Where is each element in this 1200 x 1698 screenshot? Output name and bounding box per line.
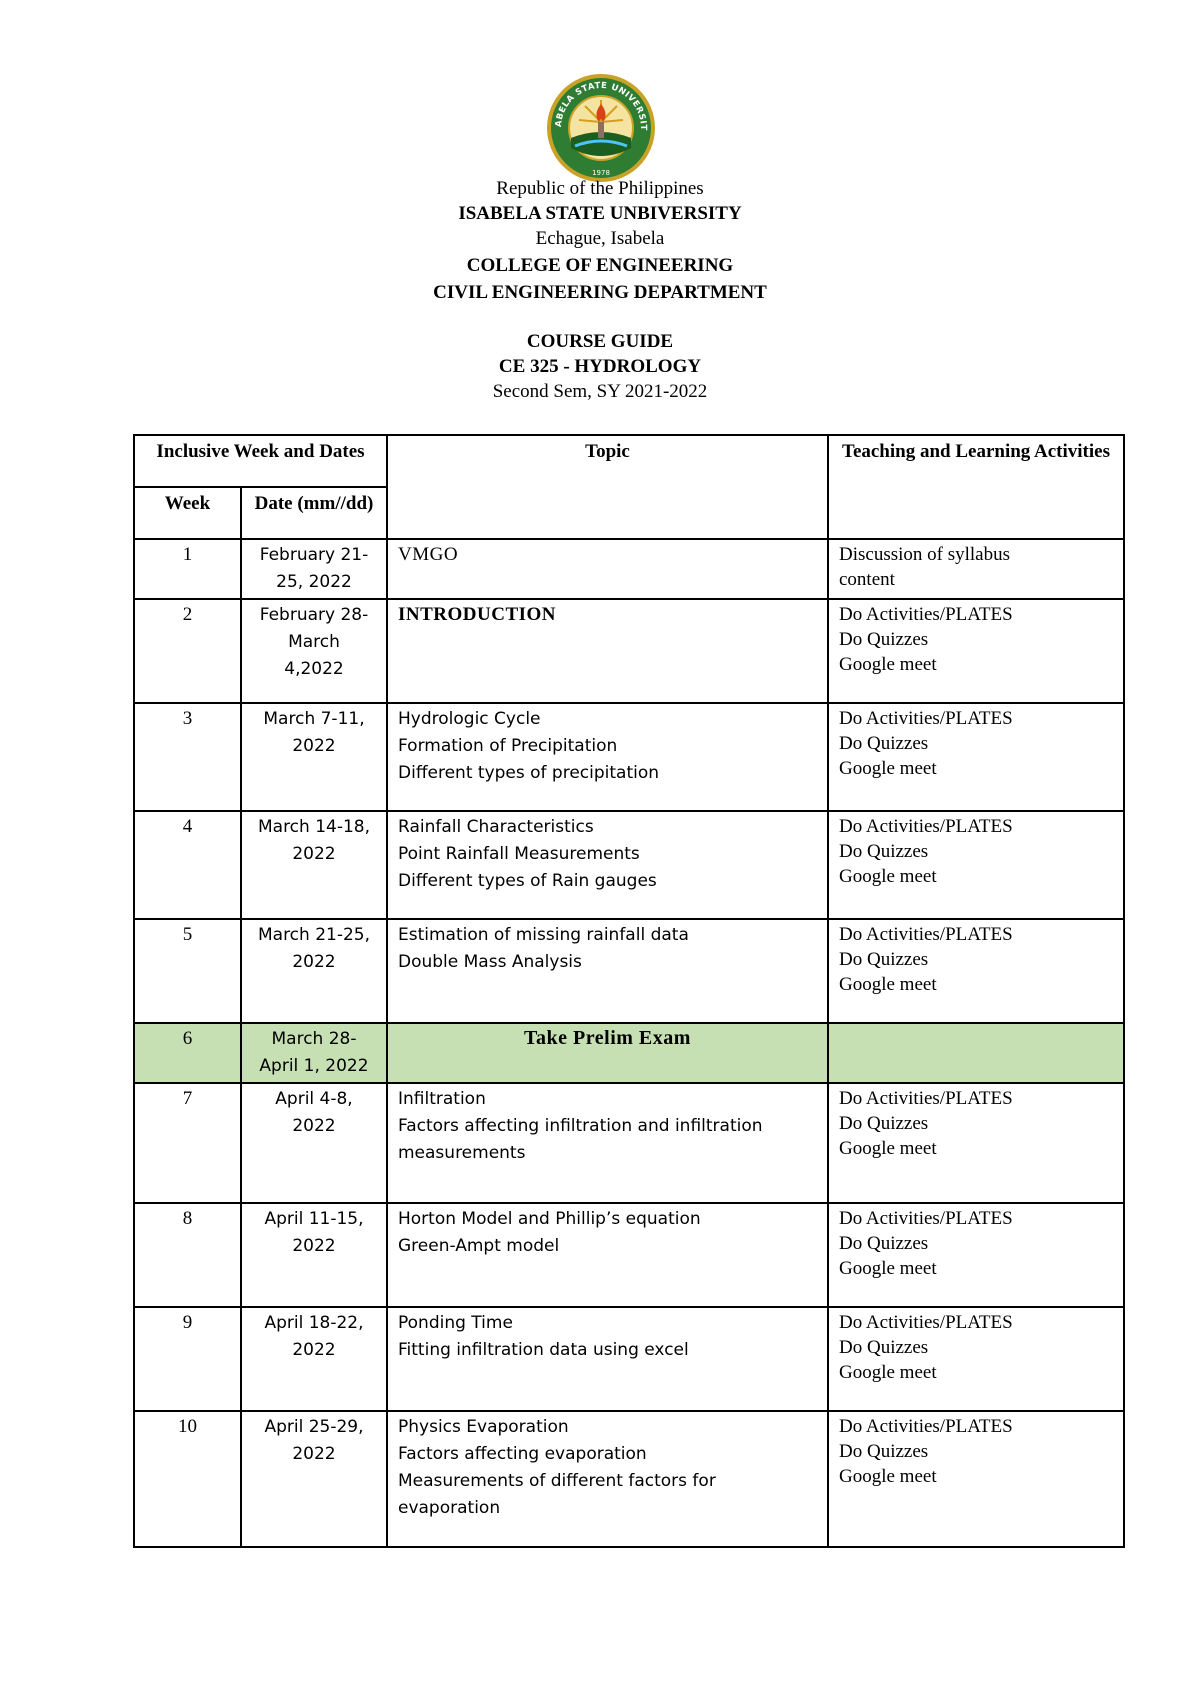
date-cell xyxy=(241,811,387,919)
header-week: Week xyxy=(134,487,241,539)
topic-line: INTRODUCTION xyxy=(398,604,557,625)
document-header xyxy=(0,176,1200,404)
date-line: 25, 2022 xyxy=(276,572,352,592)
activity-line: Do Activities/PLATES xyxy=(839,816,1013,837)
topic-line: Physics Evaporation xyxy=(398,1417,569,1437)
activity-line: Google meet xyxy=(839,758,937,779)
week-cell: 3 xyxy=(134,703,241,811)
topic-cell xyxy=(387,703,828,811)
header-college: COLLEGE OF ENGINEERING xyxy=(466,255,734,276)
activities-cell xyxy=(828,1083,1124,1203)
activity-line: Do Quizzes xyxy=(839,1337,929,1358)
date-line: April 18-22, xyxy=(264,1313,364,1333)
table-row xyxy=(134,919,1124,1023)
date-cell xyxy=(241,539,387,599)
date-line: March xyxy=(288,632,340,652)
topic-line: Double Mass Analysis xyxy=(398,952,582,972)
university-seal-icon xyxy=(545,72,657,184)
header-activities: Teaching and Learning Activities xyxy=(828,435,1124,539)
course-guide-table xyxy=(133,434,1125,1548)
header-topic: Topic xyxy=(387,435,828,539)
topic-line: VMGO xyxy=(398,544,459,565)
activities-cell xyxy=(828,1023,1124,1083)
topic-line: evaporation xyxy=(398,1498,501,1518)
activity-line: Google meet xyxy=(839,866,937,887)
topic-cell xyxy=(387,811,828,919)
week-cell: 8 xyxy=(134,1203,241,1307)
activities-cell xyxy=(828,703,1124,811)
header-university: ISABELA STATE UNBIVERSITY xyxy=(458,203,742,224)
date-line: February 28- xyxy=(259,605,369,625)
activities-cell xyxy=(828,919,1124,1023)
topic-line: Factors affecting evaporation xyxy=(398,1444,647,1464)
seal-year: 1978 xyxy=(592,169,610,177)
topic-line: Measurements of different factors for xyxy=(398,1471,716,1491)
date-line: 2022 xyxy=(292,736,336,756)
header-republic: Republic of the Philippines xyxy=(496,178,704,199)
date-line: 2022 xyxy=(292,844,336,864)
table-row xyxy=(134,539,1124,599)
topic-cell xyxy=(387,539,828,599)
date-line: March 14-18, xyxy=(257,817,371,837)
date-line: 4,2022 xyxy=(284,659,344,679)
activity-line: Google meet xyxy=(839,974,937,995)
topic-line: Take Prelim Exam xyxy=(524,1027,691,1049)
activity-line: content xyxy=(839,569,895,590)
activity-line: Do Quizzes xyxy=(839,1233,929,1254)
topic-line: Point Rainfall Measurements xyxy=(398,844,640,864)
topic-line: Hydrologic Cycle xyxy=(398,709,541,729)
activities-cell xyxy=(828,1203,1124,1307)
date-line: April 25-29, xyxy=(264,1417,364,1437)
table-row xyxy=(134,1203,1124,1307)
activities-cell xyxy=(828,599,1124,703)
activity-line: Do Activities/PLATES xyxy=(839,1088,1013,1109)
topic-line: Estimation of missing rainfall data xyxy=(398,925,689,945)
header-date: Date (mm//dd) xyxy=(241,487,387,539)
topic-line: Formation of Precipitation xyxy=(398,736,618,756)
activity-line: Google meet xyxy=(839,654,937,675)
university-seal-svg xyxy=(545,72,657,184)
topic-line: Different types of Rain gauges xyxy=(398,871,657,891)
activity-line: Do Quizzes xyxy=(839,733,929,754)
table-row xyxy=(134,1411,1124,1547)
week-cell: 5 xyxy=(134,919,241,1023)
date-line: April 4-8, xyxy=(275,1089,353,1109)
date-cell xyxy=(241,1203,387,1307)
activity-line: Do Quizzes xyxy=(839,841,929,862)
week-cell: 10 xyxy=(134,1411,241,1547)
date-line: March 7-11, xyxy=(263,709,365,729)
activity-line: Do Activities/PLATES xyxy=(839,708,1013,729)
activity-line: Do Quizzes xyxy=(839,949,929,970)
topic-cell xyxy=(387,1023,828,1083)
activities-cell xyxy=(828,1411,1124,1547)
table-row xyxy=(134,811,1124,919)
date-line: February 21- xyxy=(259,545,369,565)
header-course-guide: COURSE GUIDE xyxy=(526,331,674,352)
table-row xyxy=(134,1083,1124,1203)
topic-line: Infiltration xyxy=(398,1089,486,1109)
topic-cell xyxy=(387,599,828,703)
activities-cell xyxy=(828,811,1124,919)
date-line: 2022 xyxy=(292,1236,336,1256)
header-inclusive-week-dates: Inclusive Week and Dates xyxy=(134,435,387,487)
topic-line: Different types of precipitation xyxy=(398,763,660,783)
topic-line: Ponding Time xyxy=(398,1313,513,1333)
week-cell: 9 xyxy=(134,1307,241,1411)
header-department: CIVIL ENGINEERING DEPARTMENT xyxy=(433,282,767,303)
date-line: April 11-15, xyxy=(264,1209,364,1229)
date-line: 2022 xyxy=(292,1340,336,1360)
activity-line: Do Activities/PLATES xyxy=(839,1208,1013,1229)
table-row xyxy=(134,1307,1124,1411)
topic-cell xyxy=(387,919,828,1023)
topic-line: Green-Ampt model xyxy=(398,1236,560,1256)
topic-line: Fitting infiltration data using excel xyxy=(398,1340,689,1360)
activity-line: Google meet xyxy=(839,1362,937,1383)
activity-line: Google meet xyxy=(839,1466,937,1487)
date-cell xyxy=(241,919,387,1023)
date-line: March 21-25, xyxy=(257,925,371,945)
header-location: Echague, Isabela xyxy=(535,228,665,249)
activity-line: Do Activities/PLATES xyxy=(839,1416,1013,1437)
activities-cell xyxy=(828,539,1124,599)
topic-cell xyxy=(387,1083,828,1203)
date-cell xyxy=(241,1411,387,1547)
course-rows xyxy=(134,539,1124,1547)
activity-line: Discussion of syllabus xyxy=(839,544,1010,565)
week-cell: 7 xyxy=(134,1083,241,1203)
topic-cell xyxy=(387,1307,828,1411)
activity-line: Do Activities/PLATES xyxy=(839,604,1013,625)
topic-line: Factors affecting infiltration and infiltration xyxy=(398,1116,763,1136)
week-cell: 2 xyxy=(134,599,241,703)
activity-line: Do Quizzes xyxy=(839,629,929,650)
date-line: April 1, 2022 xyxy=(259,1056,369,1076)
week-cell: 4 xyxy=(134,811,241,919)
date-cell xyxy=(241,599,387,703)
date-cell xyxy=(241,1023,387,1083)
header-course-code: CE 325 - HYDROLOGY xyxy=(498,356,702,377)
table-row xyxy=(134,1023,1124,1083)
seal-text-top: ABELA STATE UNIVERSIT xyxy=(553,80,649,131)
date-line: 2022 xyxy=(292,1444,336,1464)
header-semester: Second Sem, SY 2021-2022 xyxy=(492,381,708,402)
week-cell: 6 xyxy=(134,1023,241,1083)
table-row xyxy=(134,703,1124,811)
topic-cell xyxy=(387,1203,828,1307)
activity-line: Do Quizzes xyxy=(839,1441,929,1462)
week-cell: 1 xyxy=(134,539,241,599)
topic-line: measurements xyxy=(398,1143,526,1163)
activity-line: Do Activities/PLATES xyxy=(839,924,1013,945)
activity-line: Google meet xyxy=(839,1258,937,1279)
activity-line: Google meet xyxy=(839,1138,937,1159)
topic-line: Rainfall Characteristics xyxy=(398,817,594,837)
date-cell xyxy=(241,1083,387,1203)
activity-line: Do Quizzes xyxy=(839,1113,929,1134)
seal-torch xyxy=(598,122,604,138)
date-line: March 28- xyxy=(271,1029,357,1049)
date-line: 2022 xyxy=(292,952,336,972)
date-line: 2022 xyxy=(292,1116,336,1136)
activities-cell xyxy=(828,1307,1124,1411)
date-cell xyxy=(241,703,387,811)
topic-cell xyxy=(387,1411,828,1547)
activity-line: Do Activities/PLATES xyxy=(839,1312,1013,1333)
date-cell xyxy=(241,1307,387,1411)
table-row xyxy=(134,599,1124,703)
topic-line: Horton Model and Phillip’s equation xyxy=(398,1209,701,1229)
